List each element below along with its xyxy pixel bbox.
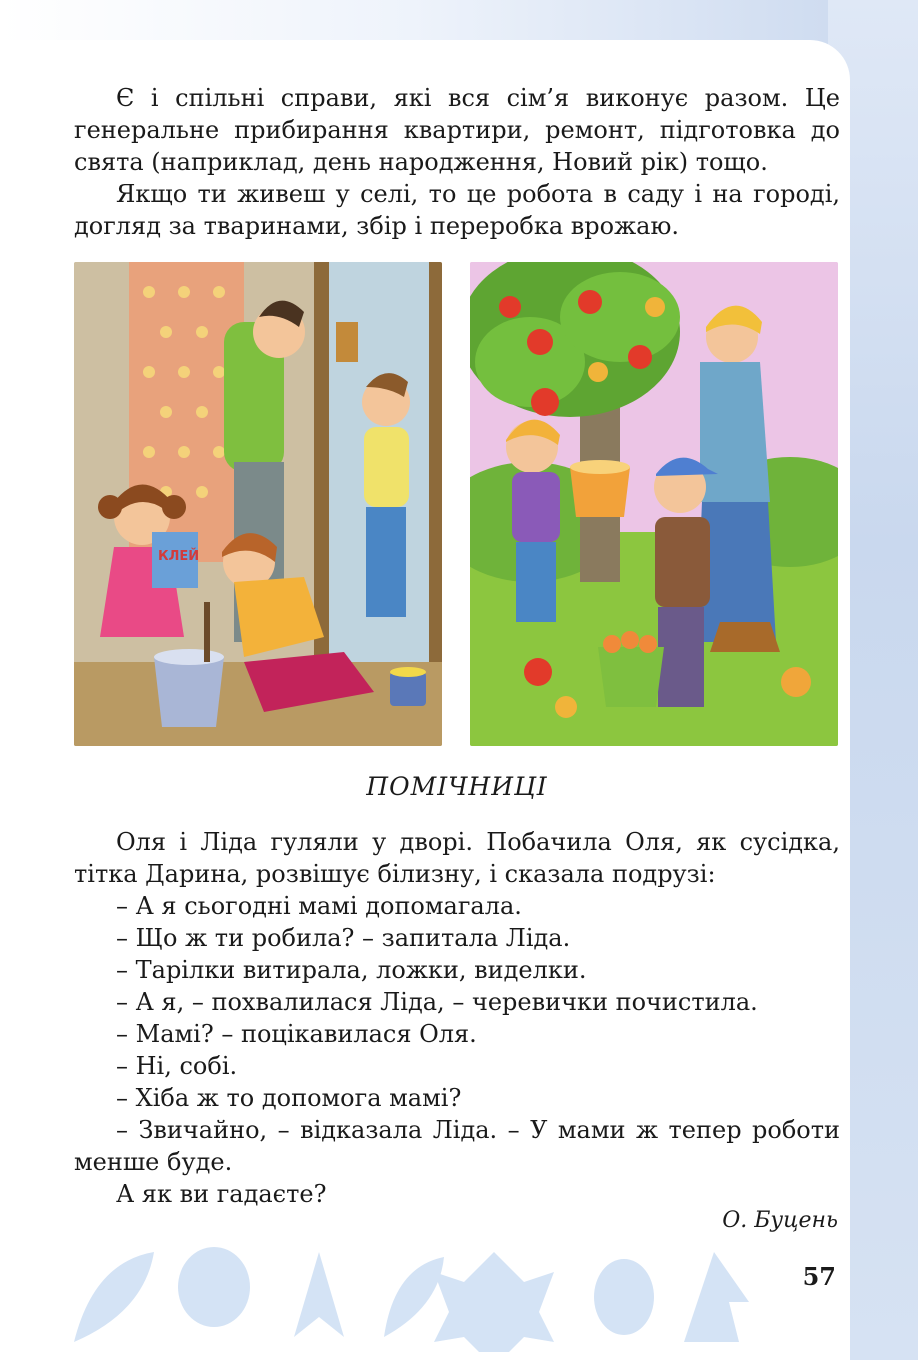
story-title: ПОМІЧНИЦІ xyxy=(366,772,548,801)
dialog-line: – Тарілки витирала, ложки, виделки. xyxy=(116,956,587,984)
illustration-repair xyxy=(74,262,442,746)
page-number: 57 xyxy=(802,1262,836,1291)
dialog-line: – А я сьогодні мамі допомагала. xyxy=(116,892,522,920)
intro-paragraph-1: Є і спільні справи, які вся сім’я виконує разом. Це генеральне прибирання квартири, ремонт, підготовка до свята (наприклад, день народження, Новий рік) тощо. xyxy=(74,84,840,176)
repair-scene-picture xyxy=(74,262,442,746)
dialog-line: – Що ж ти робила? – запитала Ліда. xyxy=(116,924,571,952)
dialog-line: – А я, – похвалилася Ліда, – черевички почистила. xyxy=(116,988,758,1016)
dialog-line: – Ні, собі. xyxy=(116,1052,238,1080)
glue-box-label: КЛЕЙ xyxy=(158,549,200,564)
dialog-line: – Мамі? – поцікавилася Оля. xyxy=(116,1020,477,1048)
intro-text xyxy=(74,82,840,242)
dialog-line: – Хіба ж то допомога мамі? xyxy=(116,1084,462,1112)
story-opening: Оля і Ліда гуляли у дворі. Побачила Оля, як сусідка, тітка Дарина, розвішує білизну, і сказала подрузі: xyxy=(74,828,840,888)
garden-scene-picture xyxy=(470,262,838,746)
story-author: О. Буцень xyxy=(722,1208,838,1233)
closing-question: А як ви гадаєте? xyxy=(116,1180,327,1208)
leaf-decoration xyxy=(64,1242,764,1352)
intro-paragraph-2: Якщо ти живеш у селі, то це робота в саду і на городі, догляд за тваринами, збір і переробка врожаю. xyxy=(74,180,840,240)
story-text xyxy=(74,826,840,1210)
dialog-last-line: – Звичайно, – відказала Ліда. – У мами ж тепер роботи менше буде. xyxy=(74,1116,840,1176)
illustration-garden xyxy=(470,262,838,746)
